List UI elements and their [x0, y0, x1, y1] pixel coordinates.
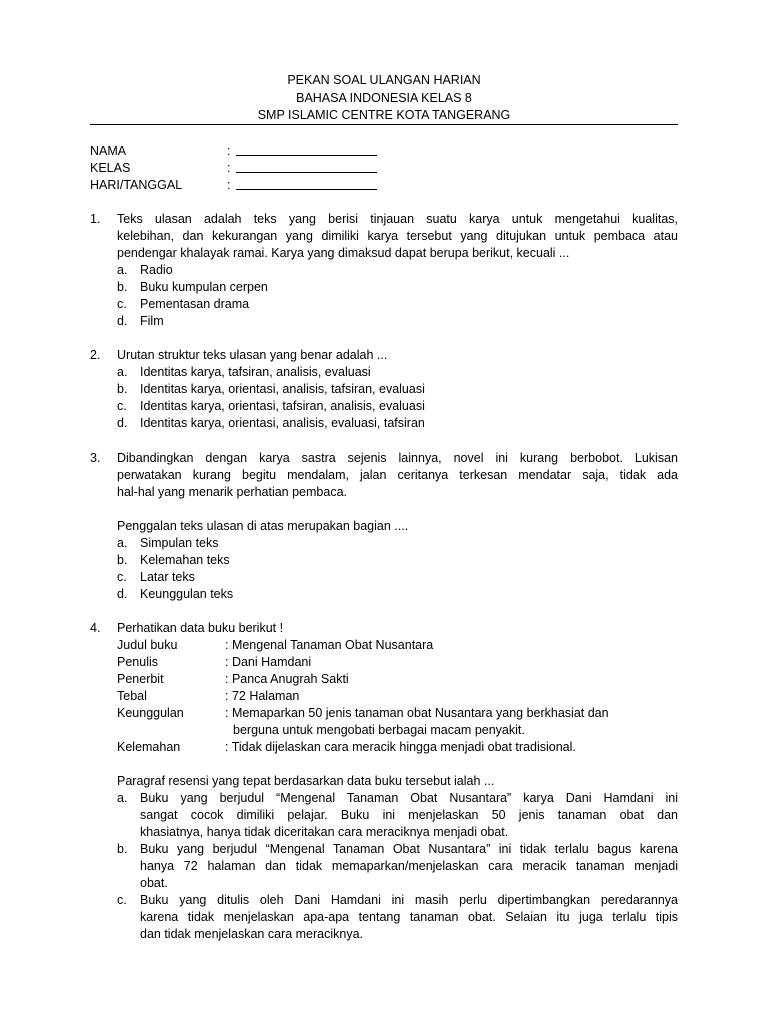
question-text-line: kelebihan, dan kekurangan yang dimiliki karya tersebut yang ditujukan untuk pembaca atau	[117, 229, 678, 243]
header-divider	[90, 124, 678, 125]
question-3	[90, 450, 678, 603]
option-letter: a.	[117, 365, 128, 379]
option-text: Buku kumpulan cerpen	[140, 280, 268, 294]
name-blank-line[interactable]	[236, 155, 377, 156]
book-field-value: : 72 Halaman	[225, 689, 300, 703]
option-b[interactable]	[117, 279, 678, 296]
question-prompt: Penggalan teks ulasan di atas merupakan bagian ....	[117, 519, 409, 533]
option-text-line: Buku yang berjudul “Mengenal Tanaman Obat Nusantara” karya Dani Hamdani ini	[140, 791, 678, 805]
name-label: NAMA	[90, 144, 127, 158]
option-letter: a.	[117, 536, 128, 550]
question-prompt: Paragraf resensi yang tepat berdasarkan data buku tersebut ialah ...	[117, 774, 495, 788]
option-letter: c.	[117, 570, 127, 584]
option-text-line: sangat cocok dimiliki pelajar. Buku ini menjelaskan 50 jenis tanaman obat dan	[140, 808, 678, 822]
question-text-line: perwatakan kurang begitu mendalam, jalan ceritanya terkesan mendatar saja, tidak ada	[117, 468, 678, 482]
book-field-label: Penerbit	[117, 672, 164, 686]
book-field-value: : Mengenal Tanaman Obat Nusantara	[225, 638, 434, 652]
date-colon: :	[227, 178, 231, 192]
option-letter: c.	[117, 399, 127, 413]
question-number: 3.	[90, 451, 101, 465]
option-text-line: karena tidak menjelaskan apa-apa tentang tanaman obat. Selaian itu juga terlalu tipis	[140, 910, 678, 924]
option-text: Latar teks	[140, 570, 195, 584]
book-field-label: Kelemahan	[117, 740, 181, 754]
option-text-line: obat.	[140, 876, 168, 890]
option-d[interactable]	[117, 415, 678, 432]
date-label: HARI/TANGGAL	[90, 178, 183, 192]
question-text-line: hal-hal yang menarik perhatian pembaca.	[117, 485, 347, 499]
option-letter: b.	[117, 842, 128, 856]
question-text-line: Dibandingkan dengan karya sastra sejenis lainnya, novel ini kurang berbobot. Lukisan	[117, 451, 678, 465]
option-text-line: Buku yang ditulis oleh Dani Hamdani ini masih perlu dipertimbangkan peredarannya	[140, 893, 678, 907]
option-letter: b.	[117, 553, 128, 567]
option-a[interactable]	[117, 262, 678, 279]
option-text: Simpulan teks	[140, 536, 219, 550]
option-letter: b.	[117, 280, 128, 294]
option-d[interactable]	[117, 586, 678, 603]
book-title-row	[117, 637, 678, 654]
option-letter: d.	[117, 314, 128, 328]
option-b[interactable]	[117, 552, 678, 569]
class-label: KELAS	[90, 161, 131, 175]
question-number: 4.	[90, 621, 101, 635]
date-blank-line[interactable]	[236, 189, 377, 190]
book-weaknesses-row	[117, 739, 678, 756]
option-c[interactable]	[117, 398, 678, 415]
book-field-label: Keunggulan	[117, 706, 184, 720]
option-letter: d.	[117, 587, 128, 601]
option-text: Kelemahan teks	[140, 553, 230, 567]
option-letter: a.	[117, 791, 128, 805]
document-header	[90, 72, 678, 125]
option-text: Radio	[140, 263, 173, 277]
option-text-line: Buku yang berjudul “Mengenal Tanaman Obat Nusantara” ini tidak terlalu bagus karena	[140, 842, 678, 856]
book-pages-row	[117, 688, 678, 705]
book-field-label: Judul buku	[117, 638, 178, 652]
option-b[interactable]	[117, 841, 678, 892]
book-data	[117, 637, 678, 756]
book-field-value: : Panca Anugrah Sakti	[225, 672, 349, 686]
header-school: SMP ISLAMIC CENTRE KOTA TANGERANG	[257, 108, 511, 122]
header-event-title: PEKAN SOAL ULANGAN HARIAN	[287, 73, 481, 87]
option-d[interactable]	[117, 313, 678, 330]
option-letter: c.	[117, 893, 127, 907]
name-colon: :	[227, 144, 231, 158]
option-a[interactable]	[117, 535, 678, 552]
question-number: 2.	[90, 348, 101, 362]
option-text: Pementasan drama	[140, 297, 250, 311]
book-author-row	[117, 654, 678, 671]
book-strengths-line: berguna untuk mengobati berbagai macam penyakit.	[233, 723, 525, 737]
question-1	[90, 211, 678, 330]
option-text: Identitas karya, orientasi, analisis, evaluasi, tafsiran	[140, 416, 425, 430]
option-text: Film	[140, 314, 164, 328]
question-text-line: Perhatikan data buku berikut !	[117, 621, 284, 635]
option-text-line: khasiatnya, hanya tidak diceritakan cara meraciknya menjadi obat.	[140, 825, 509, 839]
option-letter: a.	[117, 263, 128, 277]
book-strengths-row	[117, 705, 678, 739]
book-field-value: : Dani Hamdani	[225, 655, 312, 669]
class-blank-line[interactable]	[236, 172, 377, 173]
option-text: Identitas karya, tafsiran, analisis, evaluasi	[140, 365, 371, 379]
question-number: 1.	[90, 212, 101, 226]
option-b[interactable]	[117, 381, 678, 398]
option-text: Identitas karya, orientasi, analisis, tafsiran, evaluasi	[140, 382, 425, 396]
class-colon: :	[227, 161, 231, 175]
book-field-value: : Tidak dijelaskan cara meracik hingga menjadi obat tradisional.	[225, 740, 576, 754]
option-text-line: dan tidak menjelaskan cara meraciknya.	[140, 927, 364, 941]
book-field-value	[225, 705, 609, 739]
option-a[interactable]	[117, 790, 678, 841]
option-text: Identitas karya, orientasi, tafsiran, analisis, evaluasi	[140, 399, 425, 413]
question-text-line: Urutan struktur teks ulasan yang benar adalah ...	[117, 348, 388, 362]
book-publisher-row	[117, 671, 678, 688]
option-a[interactable]	[117, 364, 678, 381]
option-letter: b.	[117, 382, 128, 396]
option-c[interactable]	[117, 892, 678, 943]
option-c[interactable]	[117, 569, 678, 586]
header-subject: BAHASA INDONESIA KELAS 8	[296, 90, 472, 105]
question-2	[90, 347, 678, 432]
option-c[interactable]	[117, 296, 678, 313]
question-text-line: Teks ulasan adalah teks yang berisi tinjauan suatu karya untuk mengetahui kualitas,	[117, 212, 678, 226]
book-strengths-line: : Memaparkan 50 jenis tanaman obat Nusantara yang berkhasiat dan	[225, 706, 609, 720]
option-letter: d.	[117, 416, 128, 430]
option-text: Keunggulan teks	[140, 587, 234, 601]
book-field-label: Penulis	[117, 655, 158, 669]
book-field-label: Tebal	[117, 689, 147, 703]
question-text-line: pendengar khalayak ramai. Karya yang dimaksud dapat berupa berikut, kecuali ...	[117, 246, 570, 260]
option-text-line: hanya 72 halaman dan tidak memaparkan/menjelaskan cara meracik tanaman menjadi	[140, 859, 678, 873]
option-letter: c.	[117, 297, 127, 311]
question-4	[90, 620, 678, 943]
